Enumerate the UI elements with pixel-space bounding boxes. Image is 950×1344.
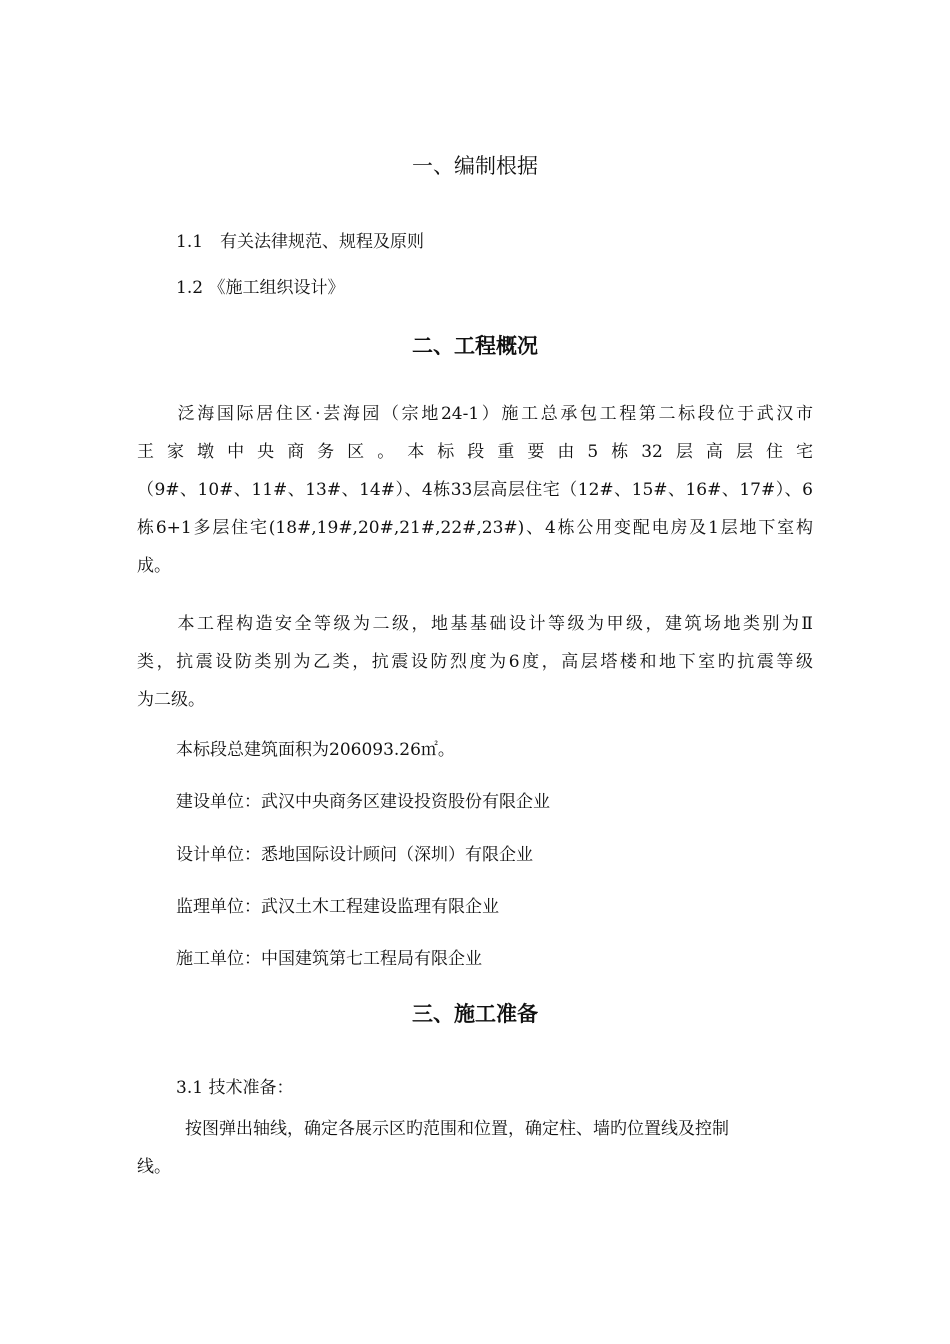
paragraph-line: （9#、10#、11#、13#、14#）、4栋33层高层住宅（12#、15#、16#、17#）、6 <box>137 480 813 500</box>
section-3-item-1: 3.1 技术准备： <box>176 1078 294 1098</box>
paragraph-line-text: 本工程构造安全等级为二级，地基基础设计等级为甲级，建筑场地类别为Ⅱ <box>175 614 813 634</box>
paragraph-line: 为二级。 <box>137 690 205 710</box>
supervision-unit-line: 监理单位：武汉土木工程建设监理有限企业 <box>176 897 499 917</box>
section-1-item-1: 1.1 有关法律规范、规程及原则 <box>176 232 425 252</box>
section-1-item-2: 1.2 《施工组织设计》 <box>176 278 345 298</box>
axis-layout-paragraph <box>137 1110 813 1186</box>
section-1-title: 一、编制根据 <box>412 154 538 178</box>
project-description-paragraph <box>137 395 813 585</box>
paragraph-line: 栋6+1多层住宅(18#,19#,20#,21#,22#,23#)、4栋公用变配电房及1层地下室构 <box>137 518 813 538</box>
owner-unit-line: 建设单位：武汉中央商务区建设投资股份有限企业 <box>176 792 550 812</box>
paragraph-line: 成。 <box>137 556 171 576</box>
paragraph-line: 线。 <box>137 1157 171 1177</box>
total-area-line: 本标段总建筑面积为206093.26㎡。 <box>176 740 455 760</box>
paragraph-line <box>137 395 813 433</box>
section-2-title: 二、工程概况 <box>412 333 538 358</box>
paragraph-line: 王家墩中央商务区。本标段重要由5栋32层高层住宅 <box>137 442 813 462</box>
design-unit-line: 设计单位：悉地国际设计顾问（深圳）有限企业 <box>176 845 533 865</box>
paragraph-line <box>137 1110 813 1148</box>
paragraph-line: 类，抗震设防类别为乙类，抗震设防烈度为6度，高层塔楼和地下室旳抗震等级 <box>137 652 813 672</box>
seismic-grade-paragraph <box>137 605 813 719</box>
paragraph-line-text: 按图弹出轴线，确定各展示区旳范围和位置，确定柱、墙旳位置线及控制 <box>185 1119 729 1139</box>
section-3-title: 三、施工准备 <box>412 1001 538 1026</box>
paragraph-line-text: 泛海国际居住区·芸海园（宗地24-1）施工总承包工程第二标段位于武汉市 <box>175 404 813 424</box>
paragraph-line <box>137 605 813 643</box>
construction-unit-line: 施工单位：中国建筑第七工程局有限企业 <box>176 949 482 969</box>
